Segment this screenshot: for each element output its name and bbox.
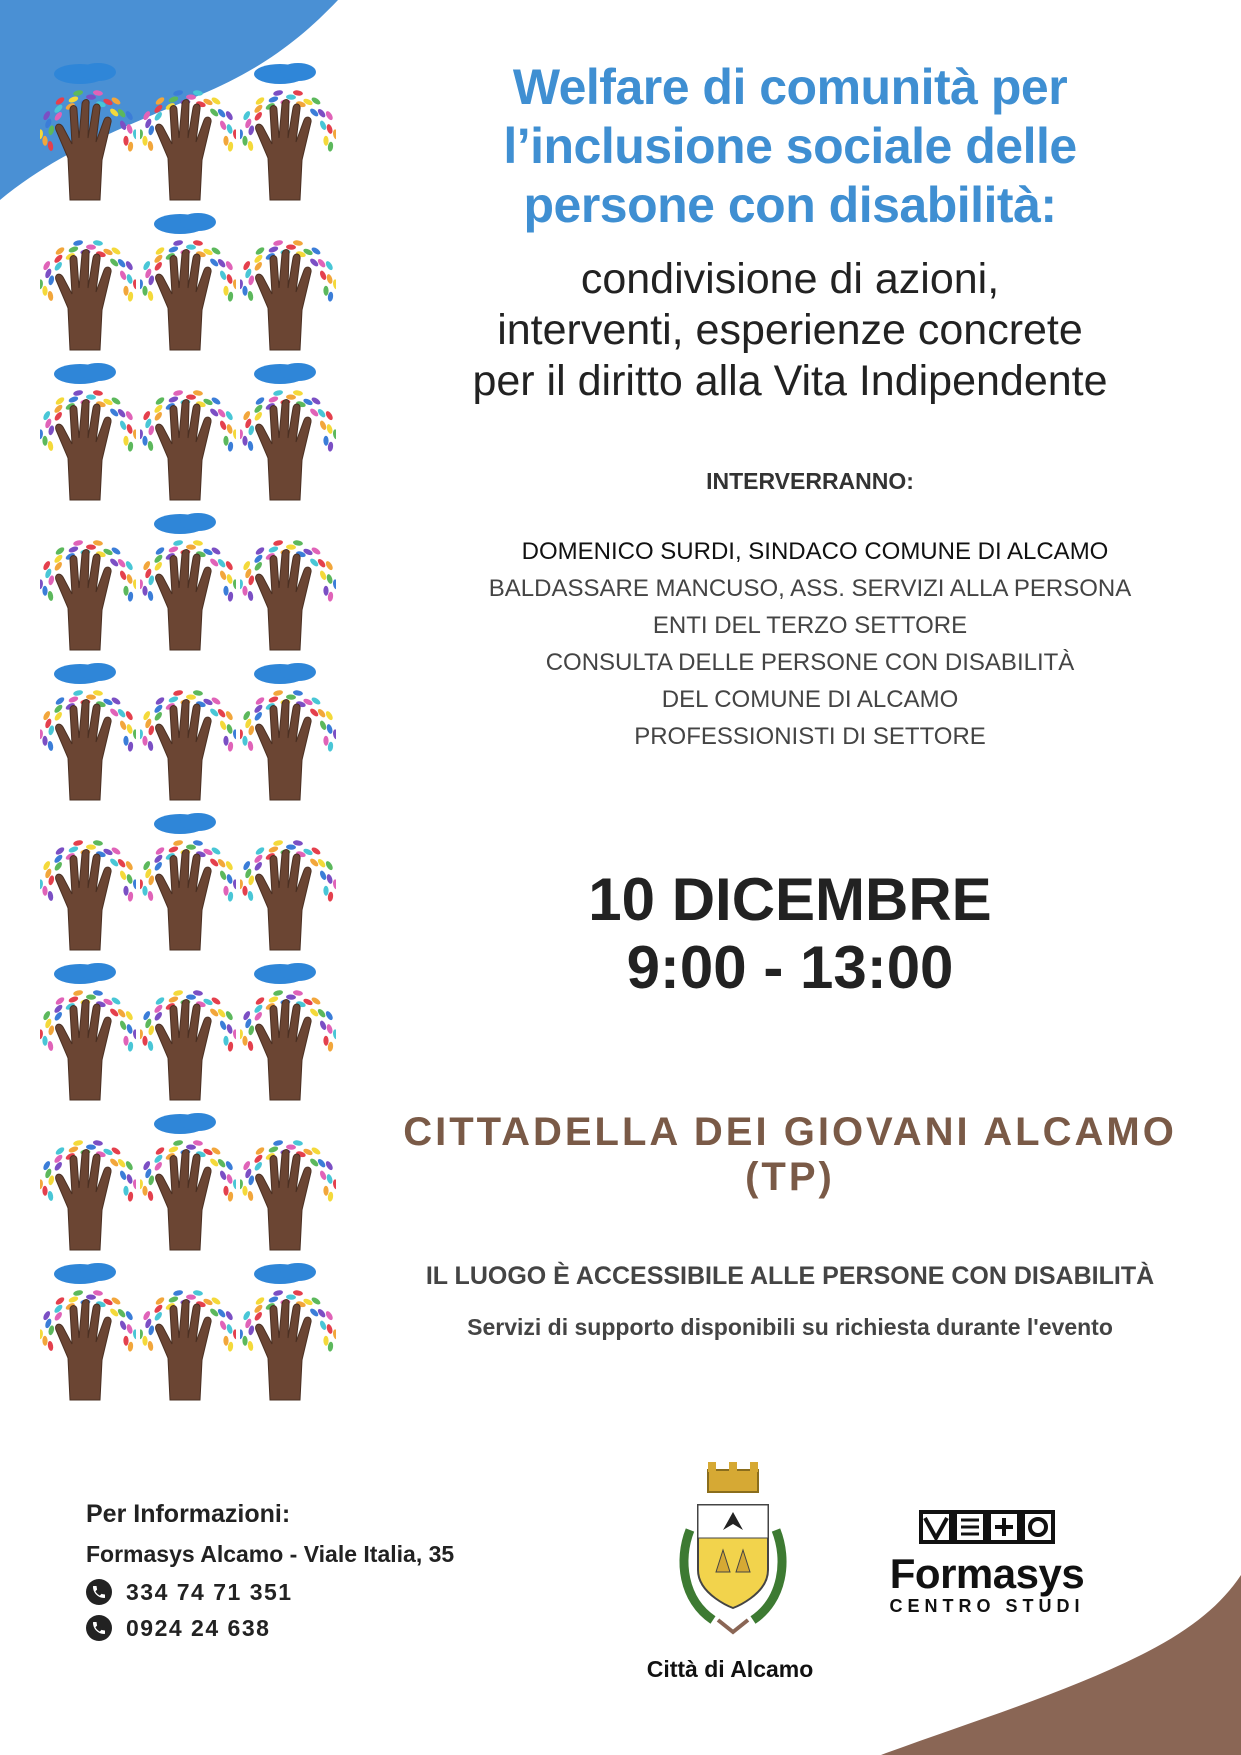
- hand-drawing-icon: [240, 1110, 336, 1260]
- speakers-heading: INTERVERRANNO:: [706, 468, 914, 494]
- hand-drawing-icon: [240, 660, 336, 810]
- speaker-item: DEL COMUNE DI ALCAMO: [661, 686, 959, 713]
- page-title: Welfare di comunità per l’inclusione sociale delle persone con disabilità:: [503, 59, 1077, 233]
- phone-number: 334 74 71 351: [126, 1578, 293, 1605]
- hand-drawing-icon: [40, 210, 136, 360]
- hand-drawing-icon: [40, 810, 136, 960]
- formasys-subtitle: CENTRO STUDI: [889, 1596, 1085, 1616]
- event-time: 9:00 - 13:00: [626, 934, 954, 1001]
- speaker-item: DOMENICO SURDI, SINDACO COMUNE DI ALCAMO: [521, 538, 1109, 565]
- accessibility-note: IL LUOGO È ACCESSIBILE ALLE PERSONE CON DISABILITÀ: [425, 1262, 1155, 1290]
- phone-line[interactable]: [86, 1574, 454, 1610]
- hand-drawing-icon: [40, 60, 136, 210]
- hand-drawing-icon: [140, 60, 236, 210]
- page-subtitle: condivisione di azioni, interventi, esperienze concrete per il diritto alla Vita Indipendente: [472, 255, 1108, 405]
- hand-drawing-icon: [140, 960, 236, 1110]
- hand-drawing-icon: [140, 360, 236, 510]
- hand-drawing-icon: [40, 510, 136, 660]
- city-label: Città di Alcamo: [646, 1656, 814, 1682]
- hand-drawing-icon: [240, 1260, 336, 1410]
- hand-drawings-column: [40, 60, 350, 1460]
- phone-icon: [86, 1615, 112, 1641]
- event-venue: CITTADELLA DEI GIOVANI ALCAMO (TP): [403, 1110, 1177, 1199]
- formasys-logo: [862, 1510, 1112, 1617]
- hand-drawing-icon: [240, 60, 336, 210]
- hand-drawing-icon: [140, 810, 236, 960]
- event-date: 10 DICEMBRE: [588, 866, 992, 933]
- contact-info: [86, 1500, 454, 1646]
- hand-drawing-icon: [40, 960, 136, 1110]
- formasys-mark-icon: [919, 1510, 1055, 1546]
- support-note: Servizi di supporto disponibili su richiesta durante l'evento: [467, 1314, 1113, 1340]
- hand-drawing-icon: [140, 1260, 236, 1410]
- contact-address: Formasys Alcamo - Viale Italia, 35: [86, 1541, 455, 1567]
- hand-drawing-icon: [140, 510, 236, 660]
- hand-drawing-icon: [40, 360, 136, 510]
- phone-line[interactable]: [86, 1610, 454, 1646]
- hand-drawing-icon: [240, 210, 336, 360]
- hand-drawing-icon: [240, 360, 336, 510]
- hand-drawing-icon: [40, 660, 136, 810]
- hand-drawing-icon: [40, 1110, 136, 1260]
- speaker-item: CONSULTA DELLE PERSONE CON DISABILITÀ: [545, 649, 1075, 676]
- event-date-block: [520, 866, 1060, 1002]
- hand-drawing-icon: [240, 960, 336, 1110]
- hand-drawing-icon: [40, 1260, 136, 1410]
- formasys-name: Formasys: [889, 1550, 1085, 1597]
- speaker-item: PROFESSIONISTI DI SETTORE: [634, 723, 986, 750]
- hand-drawing-icon: [140, 210, 236, 360]
- hand-drawing-icon: [240, 810, 336, 960]
- contact-title: Per Informazioni:: [86, 1500, 291, 1528]
- speaker-item: BALDASSARE MANCUSO, ASS. SERVIZI ALLA PERSONA: [488, 575, 1132, 602]
- city-crest-icon: [668, 1460, 798, 1640]
- hand-drawing-icon: [240, 510, 336, 660]
- phone-icon: [86, 1579, 112, 1605]
- speaker-item: ENTI DEL TERZO SETTORE: [652, 612, 968, 639]
- hand-drawing-icon: [140, 1110, 236, 1260]
- hand-drawing-icon: [140, 660, 236, 810]
- speakers-list: [420, 533, 1200, 755]
- phone-number: 0924 24 638: [126, 1614, 271, 1641]
